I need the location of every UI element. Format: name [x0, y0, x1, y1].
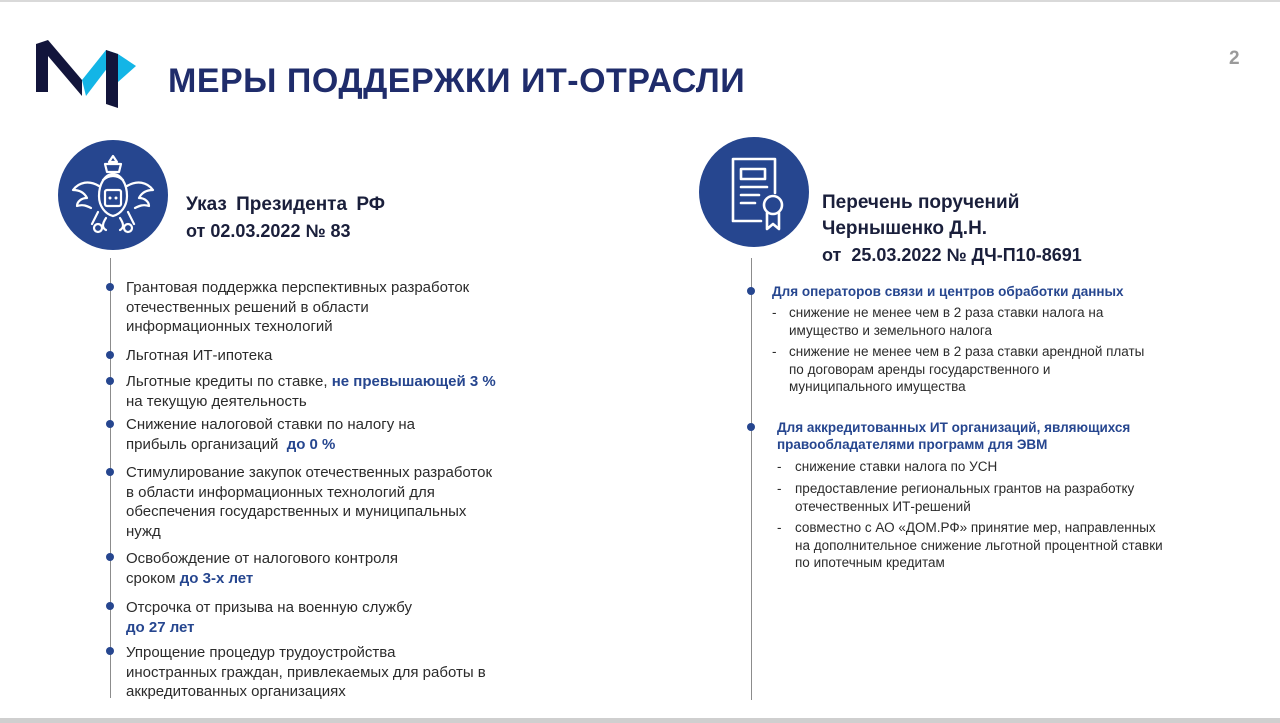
item-line: отечественных решений в области — [126, 298, 369, 316]
item-text: Льготные кредиты по ставке, — [126, 373, 332, 390]
order-heading — [822, 190, 1082, 268]
dash-marker: - — [777, 520, 782, 535]
dash-marker: - — [772, 344, 777, 359]
list-item-preferential-loans — [126, 372, 496, 411]
group-heading-line: Для операторов связи и центров обработки данных — [772, 284, 1124, 299]
ministry-logo — [34, 40, 138, 108]
item-line: предоставление региональных грантов на разработку — [795, 481, 1135, 496]
dash-marker: - — [777, 459, 782, 474]
item-highlight: не превышающей 3 % — [331, 373, 496, 390]
item-line: снижение ставки налога по УСН — [795, 459, 998, 474]
item-line: Стимулирование закупок отечественных разработок — [126, 464, 493, 481]
item-line: имущество и земельного налога — [789, 322, 992, 338]
dash-marker: - — [772, 305, 777, 320]
decree-date: от 02.03.2022 № 83 — [186, 221, 351, 241]
group-item — [789, 343, 1144, 396]
bullet-dot — [106, 647, 114, 655]
group-heading-line: Для аккредитованных ИТ организаций, являющихся — [777, 420, 1131, 435]
item-text: сроком — [126, 569, 180, 587]
group-item — [795, 519, 1163, 572]
bullet-dot — [106, 420, 114, 428]
item-line: отечественных ИТ-решений — [795, 498, 971, 514]
item-line: снижение не менее чем в 2 раза ставки арендной платы — [789, 344, 1145, 359]
item-line: иностранных граждан, привлекаемых для работы в — [126, 663, 486, 681]
list-item-foreign-employment — [126, 643, 486, 702]
bullet-dot — [106, 377, 114, 385]
top-divider — [0, 0, 1280, 2]
item-line: муниципального имущества — [789, 379, 966, 394]
item-line: аккредитованных организациях — [126, 683, 346, 700]
item-line: информационных технологий — [126, 318, 333, 335]
russian-coat-of-arms-icon — [58, 140, 168, 250]
item-highlight: до 27 лет — [126, 618, 195, 636]
bullet-dot — [106, 351, 114, 359]
item-line: снижение не менее чем в 2 раза ставки налога на — [789, 305, 1104, 320]
item-line: Льготная ИТ-ипотека — [126, 347, 273, 364]
order-date: от 25.03.2022 № ДЧ-П10-8691 — [822, 245, 1082, 265]
item-line: Снижение налоговой ставки по налогу на — [126, 416, 416, 433]
item-line: Отсрочка от призыва на военную службу — [126, 599, 412, 616]
item-line: по договорам аренды государственного и — [789, 361, 1051, 377]
item-line: Освобождение от налогового контроля — [126, 550, 399, 567]
list-item-grant-support — [126, 278, 469, 337]
group-heading-line: правообладателями программ для ЭВМ — [777, 437, 1048, 452]
decree-title: Указ Президента РФ — [186, 194, 385, 215]
page-number: 2 — [1229, 48, 1240, 69]
item-line: совместно с АО «ДОМ.РФ» принятие мер, направленных — [795, 520, 1156, 535]
bottom-divider — [0, 718, 1280, 723]
page-title: МЕРЫ ПОДДЕРЖКИ ИТ-ОТРАСЛИ — [168, 62, 746, 100]
item-line: обеспечения государственных и муниципальных — [126, 503, 467, 520]
item-text: прибыль организаций — [126, 435, 287, 453]
list-item-military-deferral — [126, 598, 412, 637]
bullet-dot — [106, 553, 114, 561]
order-title: Перечень поручений — [822, 192, 1020, 213]
group-heading-accredited-it — [777, 419, 1130, 453]
list-item-it-mortgage — [126, 346, 272, 366]
right-timeline-line — [751, 258, 752, 700]
bullet-dot — [106, 602, 114, 610]
item-line: на дополнительное снижение льготной процентной ставки — [795, 537, 1163, 553]
item-highlight: до 3-х лет — [179, 569, 254, 587]
bullet-dot — [106, 468, 114, 476]
dash-marker: - — [777, 481, 782, 496]
list-item-tax-control — [126, 549, 398, 588]
bullet-dot — [106, 283, 114, 291]
list-item-procurement — [126, 463, 492, 541]
item-line: на текущую деятельность — [126, 392, 307, 410]
item-line: в области информационных технологий для — [126, 483, 435, 501]
item-line: Грантовая поддержка перспективных разработок — [126, 279, 470, 296]
bullet-dot — [747, 287, 755, 295]
decree-heading — [186, 192, 385, 244]
left-timeline-line — [110, 258, 111, 698]
list-item-tax-reduction — [126, 415, 415, 454]
group-item — [789, 304, 1103, 339]
order-author: Чернышенко Д.Н. — [822, 218, 988, 239]
certificate-document-icon — [699, 137, 809, 247]
group-heading-telecom — [772, 283, 1124, 300]
item-highlight: до 0 % — [286, 435, 336, 453]
item-line: нужд — [126, 522, 161, 540]
group-item — [795, 458, 997, 476]
bullet-dot — [747, 423, 755, 431]
item-line: Упрощение процедур трудоустройства — [126, 644, 396, 661]
group-item — [795, 480, 1134, 515]
item-line: по ипотечным кредитам — [795, 555, 945, 570]
